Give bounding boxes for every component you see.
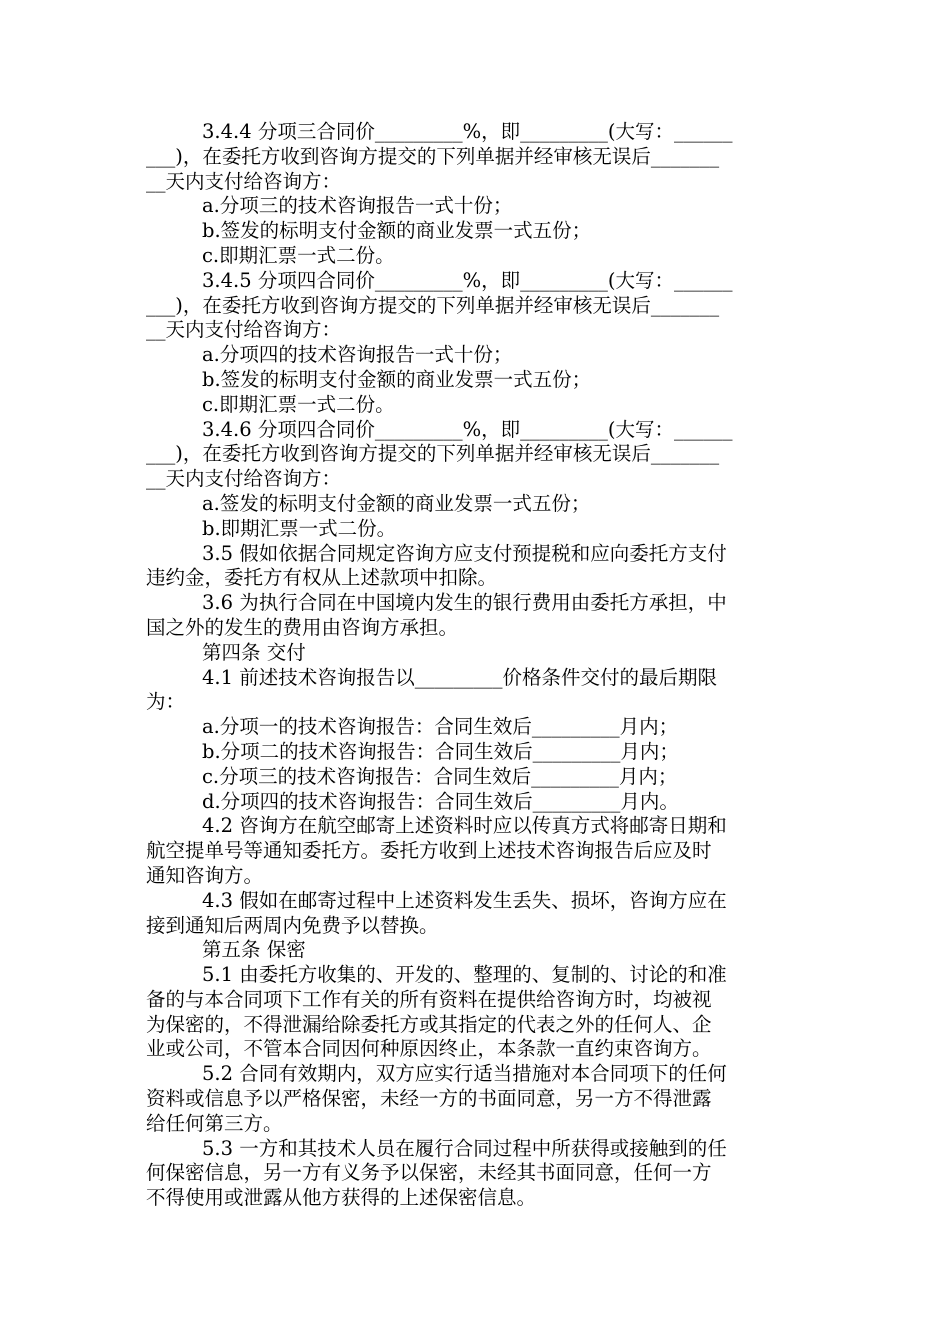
document-line: 3.6 为执行合同在中国境内发生的银行费用由委托方承担，中 <box>202 591 727 615</box>
document-line: 何保密信息，另一方有义务予以保密，未经其书面同意，任何一方 <box>146 1161 712 1185</box>
document-line: ___)，在委托方收到咨询方提交的下列单据并经审核无误后_______ <box>146 144 720 168</box>
document-line: 航空提单号等通知委托方。委托方收到上述技术咨询报告后应及时 <box>146 839 712 863</box>
document-line: 为保密的，不得泄漏给除委托方或其指定的代表之外的任何人、企 <box>146 1012 712 1036</box>
document-line: 业或公司，不管本合同因何种原因终止，本条款一直约束咨询方。 <box>146 1037 712 1061</box>
document-line: 接到通知后两周内免费予以替换。 <box>146 913 439 937</box>
document-line: c.分项三的技术咨询报告：合同生效后_________月内； <box>202 764 678 788</box>
document-line: 第五条 保密 <box>202 938 306 962</box>
document-line: 不得使用或泄露从他方获得的上述保密信息。 <box>146 1186 537 1210</box>
document-line: 第四条 交付 <box>202 640 306 664</box>
document-line: __天内支付给咨询方： <box>146 467 342 491</box>
document-line: b.签发的标明支付金额的商业发票一式五份； <box>202 219 592 243</box>
document-line: c.即期汇票一式二份。 <box>202 392 395 416</box>
document-line: a.分项四的技术咨询报告一式十份； <box>202 343 513 367</box>
document-line: __天内支付给咨询方： <box>146 318 342 342</box>
document-line: d.分项四的技术咨询报告：合同生效后_________月内。 <box>202 789 679 813</box>
document-line: b.签发的标明支付金额的商业发票一式五份； <box>202 367 592 391</box>
document-line: 3.5 假如依据合同规定咨询方应支付预提税和应向委托方支付 <box>202 541 727 565</box>
document-line: 资料或信息予以严格保密，未经一方的书面同意，另一方不得泄露 <box>146 1087 712 1111</box>
document-line: b.即期汇票一式二份。 <box>202 516 397 540</box>
document-line: 国之外的发生的费用由咨询方承担。 <box>146 615 459 639</box>
document-line: 为： <box>146 690 186 714</box>
document-line: b.分项二的技术咨询报告：合同生效后_________月内； <box>202 739 679 763</box>
document-line: 3.4.6 分项四合同价_________%，即_________(大写：______ <box>202 417 733 441</box>
document-line: 3.4.5 分项四合同价_________%，即_________(大写：______ <box>202 268 733 292</box>
document-line: 备的与本合同项下工作有关的所有资料在提供给咨询方时，均被视 <box>146 987 712 1011</box>
document-line: c.即期汇票一式二份。 <box>202 243 395 267</box>
document-line: __天内支付给咨询方： <box>146 169 342 193</box>
document-line: 5.1 由委托方收集的、开发的、整理的、复制的、讨论的和准 <box>202 963 727 987</box>
document-line: a.分项一的技术咨询报告：合同生效后_________月内； <box>202 715 679 739</box>
document-line: a.分项三的技术咨询报告一式十份； <box>202 194 513 218</box>
document-line: 给任何第三方。 <box>146 1111 283 1135</box>
document-line: ___)，在委托方收到咨询方提交的下列单据并经审核无误后_______ <box>146 442 720 466</box>
document-line: 违约金，委托方有权从上述款项中扣除。 <box>146 566 498 590</box>
document-line: 5.2 合同有效期内，双方应实行适当措施对本合同项下的任何 <box>202 1062 727 1086</box>
document-line: a.签发的标明支付金额的商业发票一式五份； <box>202 491 591 515</box>
document-page <box>146 120 808 1211</box>
document-line: ___)，在委托方收到咨询方提交的下列单据并经审核无误后_______ <box>146 293 720 317</box>
document-line: 通知咨询方。 <box>146 863 264 887</box>
document-line: 5.3 一方和其技术人员在履行合同过程中所获得或接触到的任 <box>202 1136 727 1160</box>
document-line: 3.4.4 分项三合同价_________%，即_________(大写：______ <box>202 120 733 143</box>
document-line: 4.2 咨询方在航空邮寄上述资料时应以传真方式将邮寄日期和 <box>202 814 727 838</box>
document-line: 4.3 假如在邮寄过程中上述资料发生丢失、损坏，咨询方应在 <box>202 888 727 912</box>
document-line: 4.1 前述技术咨询报告以_________价格条件交付的最后期限 <box>202 665 717 689</box>
